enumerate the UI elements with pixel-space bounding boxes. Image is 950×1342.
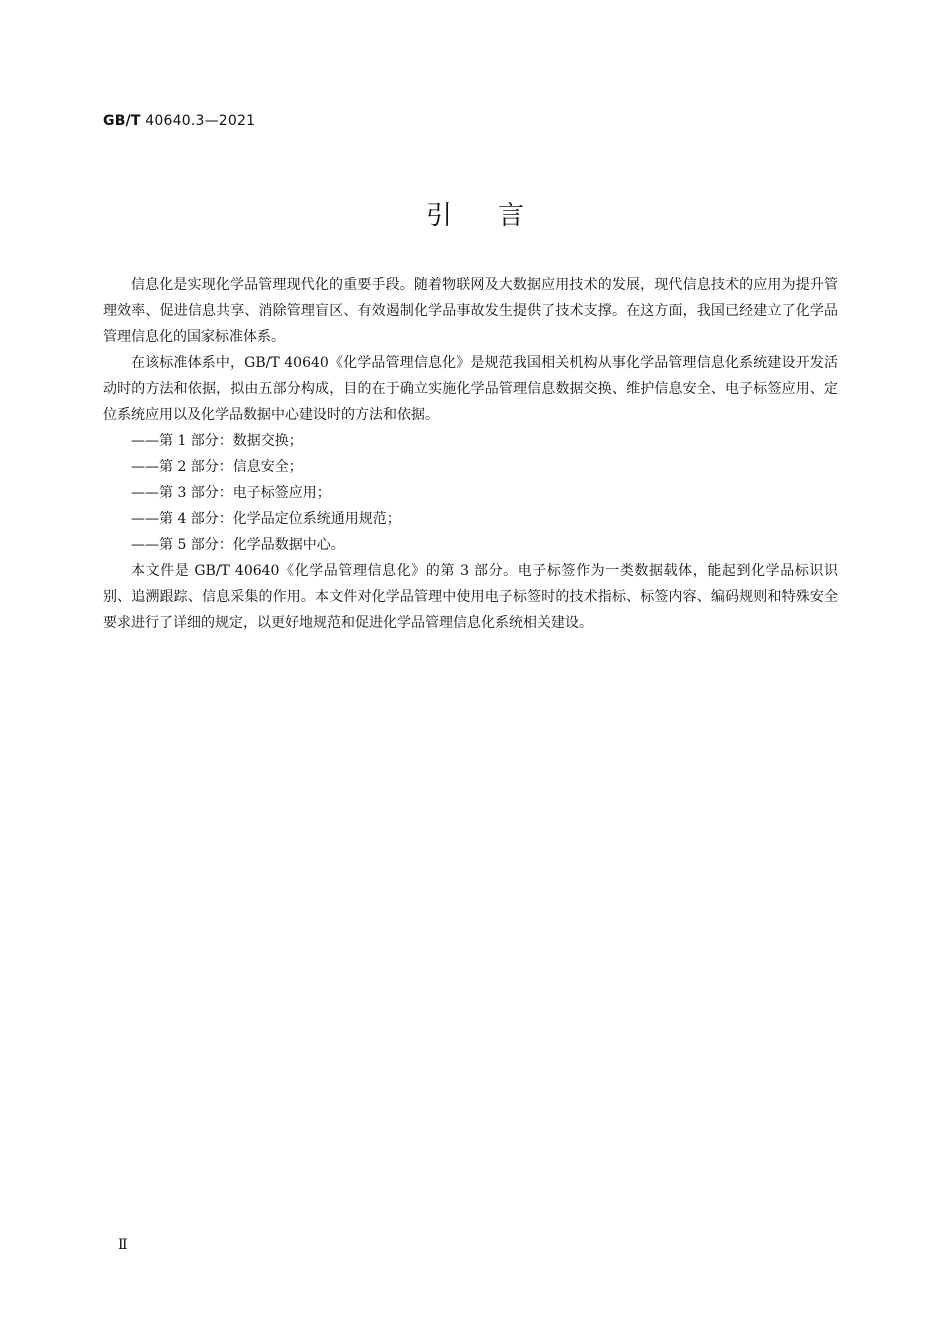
introduction-body xyxy=(103,272,838,636)
list-item-part-1: ——第 1 部分：数据交换； xyxy=(131,433,303,449)
standard-number: 40640.3—2021 xyxy=(145,113,256,129)
standard-code xyxy=(103,113,255,129)
paragraph-standard-system: 在该标准体系中，GB/T 40640《化学品管理信息化》是规范我国相关机构从事化学品管理信息化系统建设开发活动时的方法和依据，拟由五部分构成，目的在于确立实施化学品管理信息数据交换、维护信息安全、电子标签应用、定位系统应用以及化学品数据中心建设时的方法和依据。 xyxy=(103,355,838,423)
paragraph-intro: 信息化是实现化学品管理现代化的重要手段。随着物联网及大数据应用技术的发展，现代信息技术的应用为提升管理效率、促进信息共享、消除管理盲区、有效遏制化学品事故发生提供了技术支撑。在这方面，我国已经建立了化学品管理信息化的国家标准体系。 xyxy=(103,277,838,345)
standard-prefix: GB/T xyxy=(103,113,141,129)
paragraph-closing: 本文件是 GB/T 40640《化学品管理信息化》的第 3 部分。电子标签作为一类数据载体，能起到化学品标识识别、追溯跟踪、信息采集的作用。本文件对化学品管理中使用电子标签时的技术指标、标签内容、编码规则和特殊安全要求进行了详细的规定，以更好地规范和促进化学品管理信息化系统相关建设。 xyxy=(103,563,838,631)
list-item-part-4: ——第 4 部分：化学品定位系统通用规范； xyxy=(131,511,401,527)
list-item-part-2: ——第 2 部分：信息安全； xyxy=(131,459,303,475)
list-item-part-5: ——第 5 部分：化学品数据中心。 xyxy=(131,537,345,553)
list-item-part-3: ——第 3 部分：电子标签应用； xyxy=(131,485,331,501)
page-number: Ⅱ xyxy=(118,1237,128,1253)
page-title: 引言 xyxy=(425,201,570,231)
